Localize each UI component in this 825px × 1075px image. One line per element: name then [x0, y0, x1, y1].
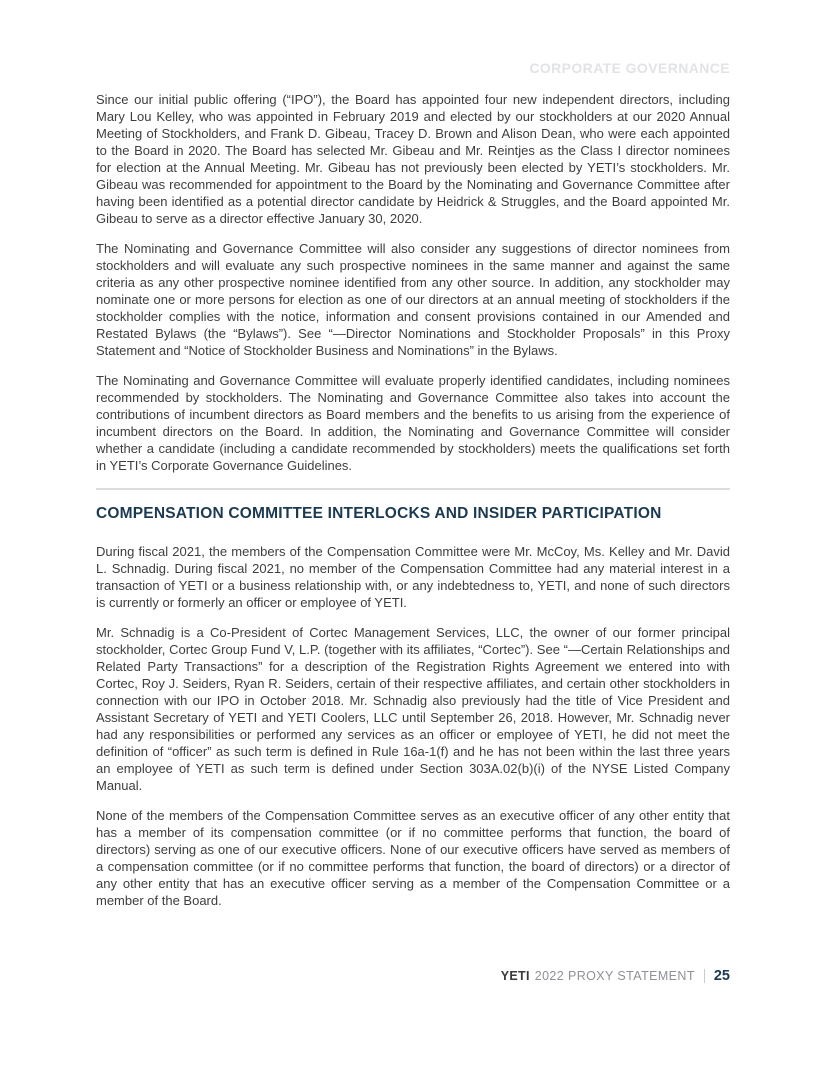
- page-footer: [501, 968, 730, 984]
- footer-brand: YETI: [500, 969, 530, 983]
- footer-divider: [704, 969, 705, 983]
- footer-document-title: 2022 PROXY STATEMENT: [534, 969, 695, 983]
- page-content: [96, 60, 730, 909]
- section-heading: COMPENSATION COMMITTEE INTERLOCKS AND INSIDER PARTICIPATION: [96, 505, 662, 522]
- governance-paragraph: The Nominating and Governance Committee will also consider any suggestions of director nominees from stockholders and will evaluate any such prospective nominees in the same manner and against the same criteria as any other prospective nominee identified from any other source. In addition, any stockholder may nominate one or more persons for election as one of our directors at an annual meeting of stockholders if the stockholder complies with the notice, information and consent provisions contained in our Amended and Restated Bylaws (the “Bylaws”). See “—Director Nominations and Stockholder Proposals” in this Proxy Statement and “Notice of Stockholder Business and Nominations” in the Bylaws.: [96, 241, 730, 358]
- compensation-paragraph: None of the members of the Compensation Committee serves as an executive officer of any other entity that has a member of its compensation committee (or if no committee performs that function, the board of directors) serving as one of our executive officers. None of our executive officers have served as members of a compensation committee (or if no committee performs that function, the board of directors) or a director of any other entity that has an executive officer serving as a member of the Compensation Committee or a member of the Board.: [96, 808, 730, 908]
- footer-page-number: 25: [713, 968, 730, 984]
- governance-paragraph: The Nominating and Governance Committee will evaluate properly identified candidates, including nominees recommended by stockholders. The Nominating and Governance Committee also takes into account the contributions of incumbent directors as Board members and the benefits to us arising from the experience of incumbent directors on the Board. In addition, the Nominating and Governance Committee will consider whether a candidate (including a candidate recommended by stockholders) meets the qualifications set forth in YETI’s Corporate Governance Guidelines.: [96, 373, 730, 473]
- compensation-paragraph: During fiscal 2021, the members of the Compensation Committee were Mr. McCoy, Ms. Kelley and Mr. David L. Schnadig. During fiscal 2021, no member of the Compensation Committee had any material interest in a transaction of YETI or a business relationship with, or any indebtedness to, YETI, and none of such directors is currently or formerly an officer or employee of YETI.: [96, 544, 730, 610]
- governance-paragraph: Since our initial public offering (“IPO”), the Board has appointed four new independent directors, including Mary Lou Kelley, who was appointed in February 2019 and elected by our stockholders at our 2020 Annual Meeting of Stockholders, and Frank D. Gibeau, Tracey D. Brown and Alison Dean, who were each appointed to the Board in 2020. The Board has selected Mr. Gibeau and Mr. Reintjes as the Class I director nominees for election at the Annual Meeting. Mr. Gibeau has not previously been elected by YETI’s stockholders. Mr. Gibeau was recommended for appointment to the Board by the Nominating and Governance Committee after having been identified as a potential director candidate by Heidrick & Struggles, and the Board appointed Mr. Gibeau to serve as a director effective January 30, 2020.: [96, 92, 730, 226]
- compensation-paragraph: Mr. Schnadig is a Co-President of Cortec Management Services, LLC, the owner of our former principal stockholder, Cortec Group Fund V, L.P. (together with its affiliates, “Cortec”). See “—Certain Relationships and Related Party Transactions” for a description of the Registration Rights Agreement we entered into with Cortec, Roy J. Seiders, Ryan R. Seiders, certain of their respective affiliates, and certain other stockholders in connection with our IPO in October 2018. Mr. Schnadig also previously had the title of Vice President and Assistant Secretary of YETI and YETI Coolers, LLC until September 26, 2018. However, Mr. Schnadig never had any responsibilities or performed any services as an officer or employee of YETI, he did not meet the definition of “officer” as such term is defined in Rule 16a-1(f) and he has not been within the last three years an employee of YETI as such term is defined under Section 303A.02(b)(i) of the NYSE Listed Company Manual.: [96, 625, 730, 793]
- running-header: CORPORATE GOVERNANCE: [529, 60, 730, 76]
- section-divider: [96, 488, 730, 490]
